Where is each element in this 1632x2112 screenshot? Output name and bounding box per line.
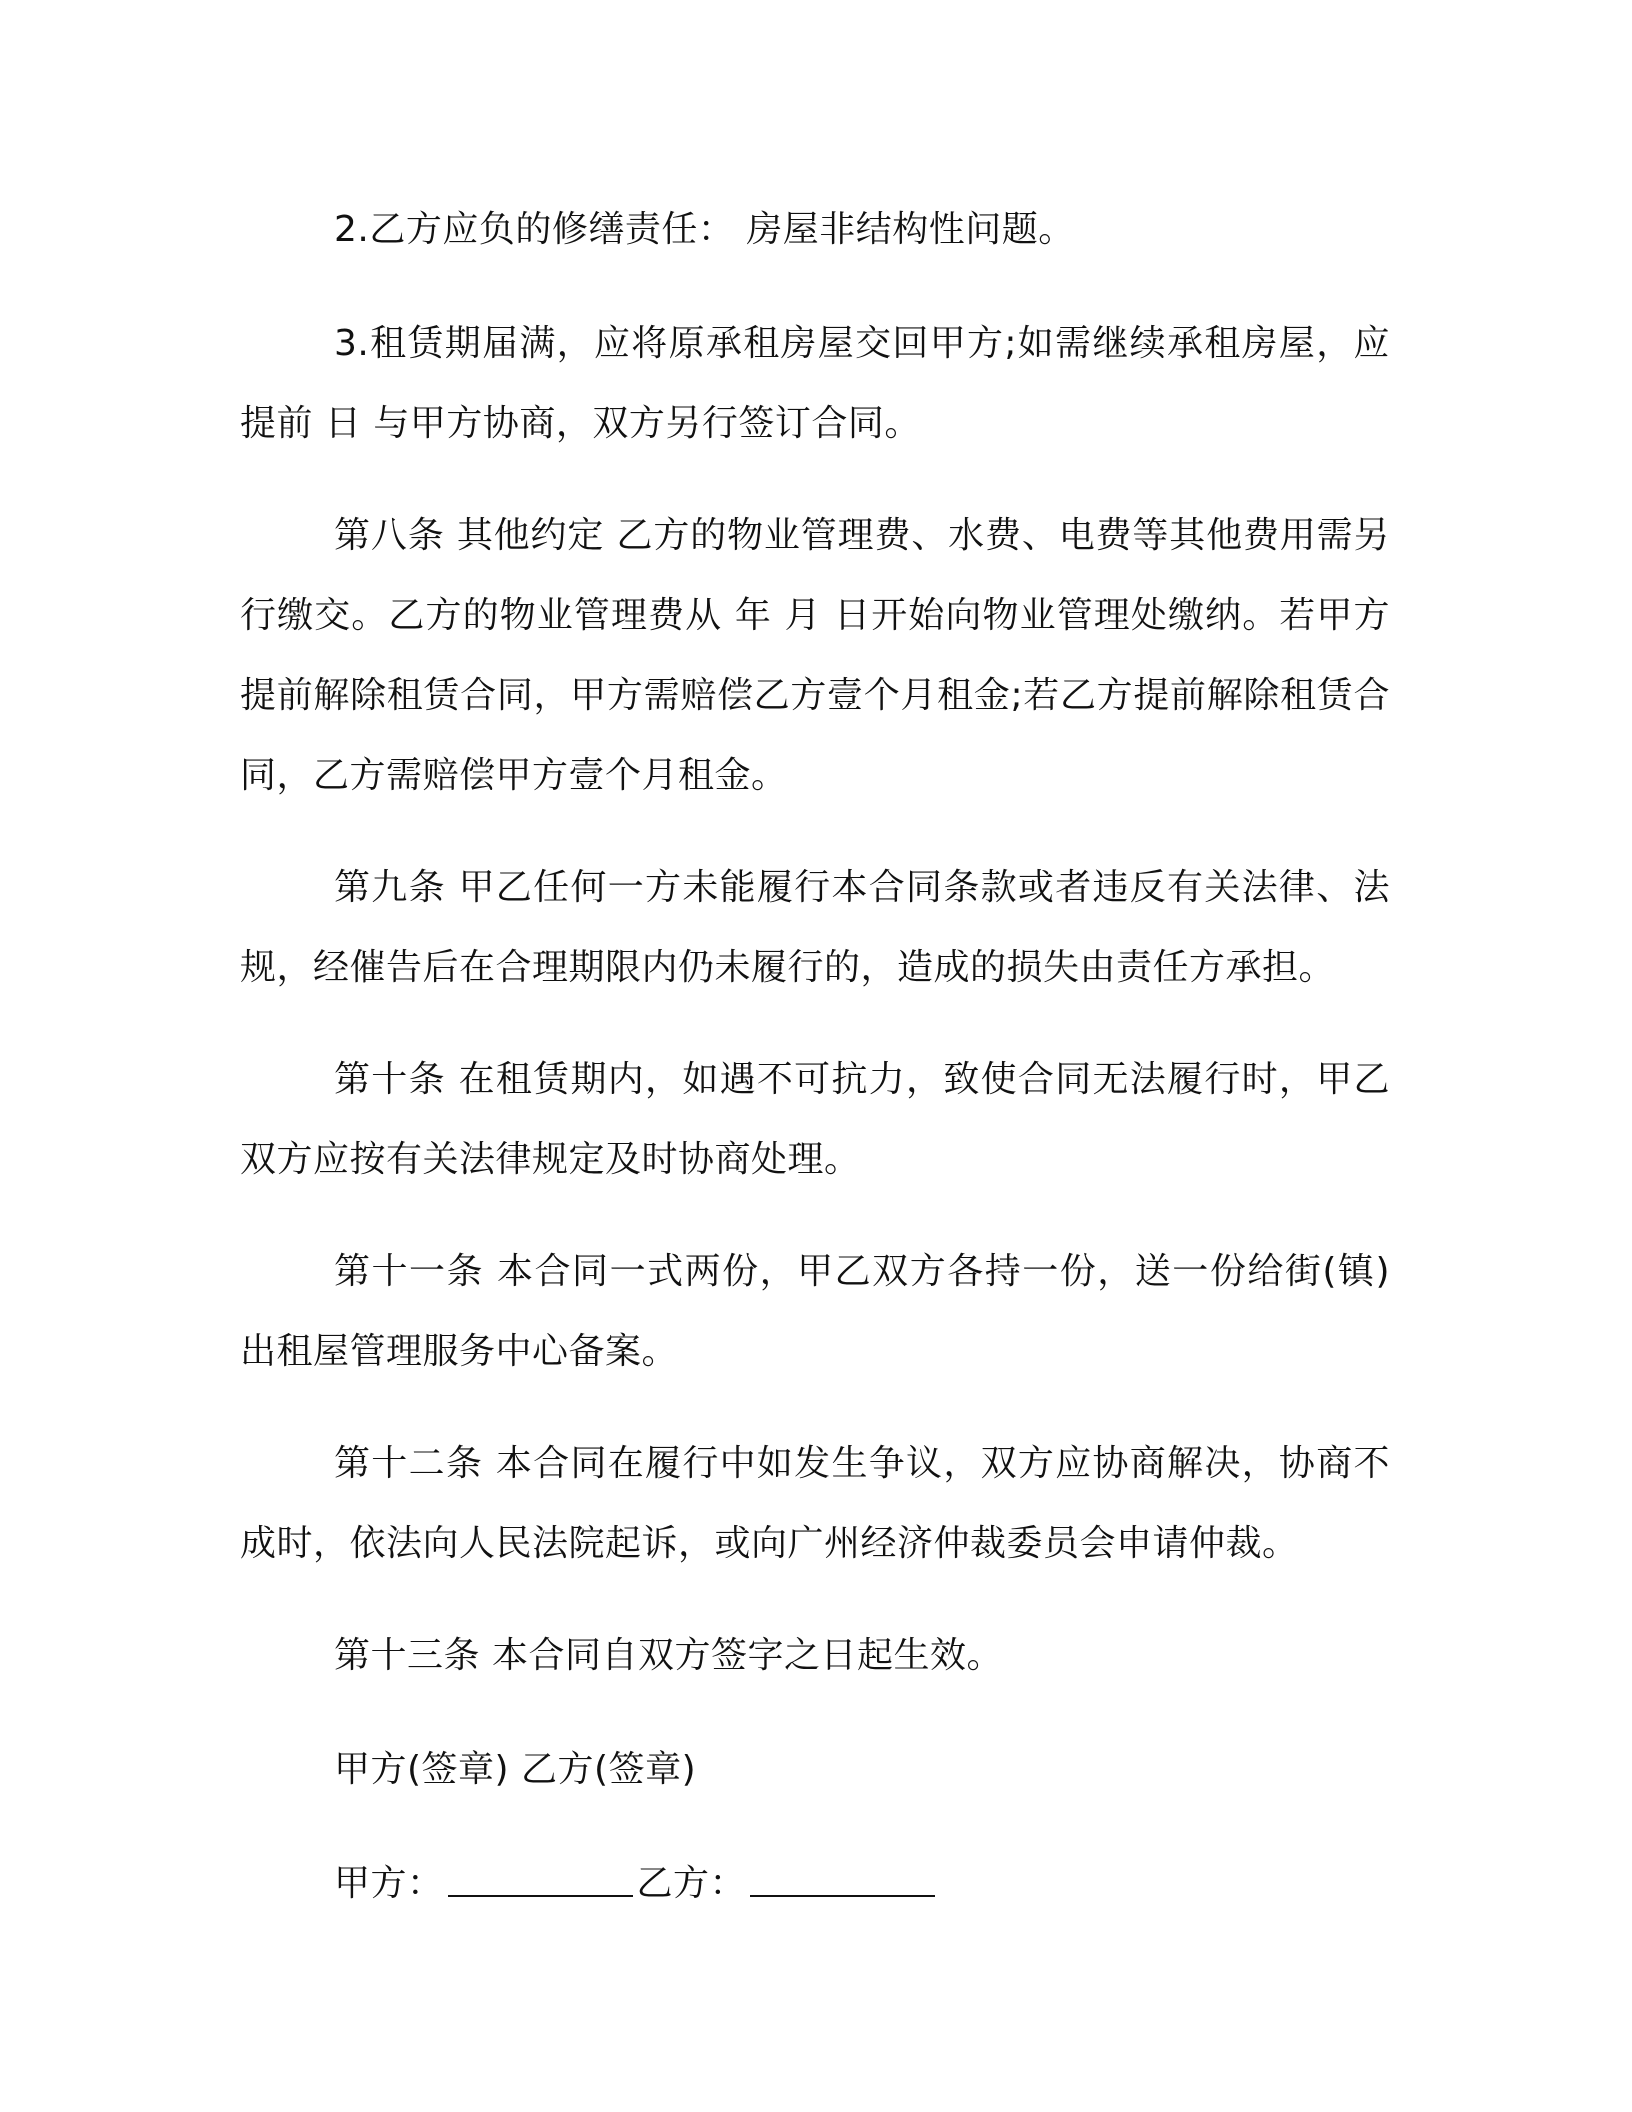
clause-article-9: 第九条 甲乙任何一方未能履行本合同条款或者违反有关法律、法规，经催告后在合理期限内仍未履行的，造成的损失由责任方承担。 <box>240 867 1390 988</box>
party-a-signature-blank[interactable] <box>448 1861 633 1897</box>
clause-lease-expiry: 3.租赁期届满，应将原承租房屋交回甲方;如需继续承租房屋，应提前 日 与甲方协商，双方另行签订合同。 <box>240 323 1390 444</box>
document-body <box>240 190 1390 1958</box>
party-a-label: 甲方： <box>334 1863 444 1904</box>
clause-repair-responsibility: 2.乙方应负的修缮责任： 房屋非结构性问题。 <box>334 209 1075 250</box>
seal-line: 甲方(签章) 乙方(签章) <box>334 1749 697 1790</box>
party-b-label: 乙方： <box>636 1863 747 1904</box>
clause-article-10: 第十条 在租赁期内，如遇不可抗力，致使合同无法履行时，甲乙双方应按有关法律规定及时协商处理。 <box>240 1059 1390 1180</box>
clause-article-12: 第十二条 本合同在履行中如发生争议，双方应协商解决，协商不成时，依法向人民法院起诉，或向广州经济仲裁委员会申请仲裁。 <box>240 1443 1390 1564</box>
party-b-signature-blank[interactable] <box>750 1861 935 1897</box>
clause-article-13: 第十三条 本合同自双方签字之日起生效。 <box>334 1635 1003 1676</box>
clause-article-8: 第八条 其他约定 乙方的物业管理费、水费、电费等其他费用需另行缴交。乙方的物业管理费从 年 月 日开始向物业管理处缴纳。若甲方提前解除租赁合同，甲方需赔偿乙方壹个月租金;若乙方提前解除租赁合同，乙方需赔偿甲方壹个月租金。 <box>240 515 1390 796</box>
clause-article-11: 第十一条 本合同一式两份，甲乙双方各持一份，送一份给街(镇)出租屋管理服务中心备案。 <box>240 1251 1390 1372</box>
signature-line <box>240 1844 1390 1924</box>
